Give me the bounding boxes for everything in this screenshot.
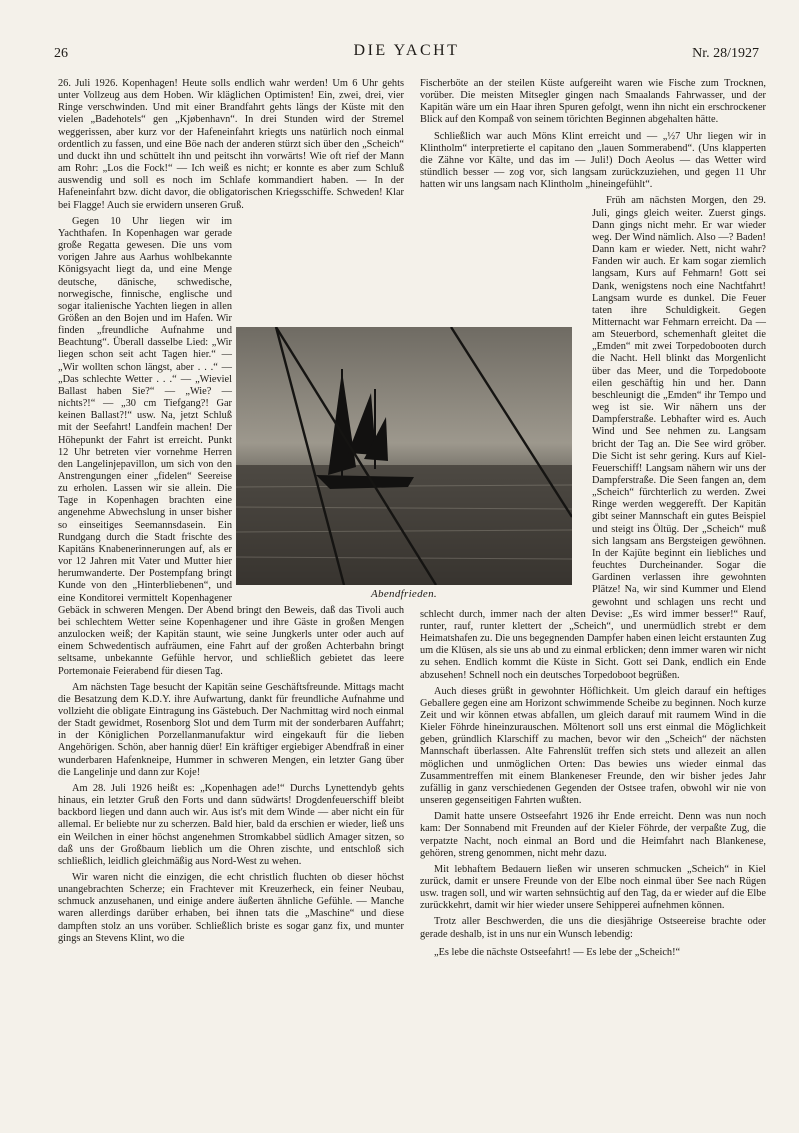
page-header [54,40,759,62]
issue-number: Nr. 28/1927 [692,46,759,61]
closing-quote: „Es lebe die nächste Ostseefahrt! — Es lebe der „Scheich!“ [434,946,681,958]
paragraph: Fischerböte an der steilen Küste aufgereiht waren wie Fische zum Trocknen, vorüber. Die meisten Mitsegler gingen nach Smaalands Fahrwasser, und der Kapitän wäre um ein Haar ihren Spuren gefolgt, wenn ihn nicht ein erschrockener Blick auf den Kompaß von seinem törichten Beginnen abgehalten hätte. [420,78,766,126]
paragraph: Am nächsten Tage besucht der Kapitän seine Geschäftsfreunde. Mittags macht die Besatzung dem K.D.Y. ihre Aufwartung, dankt für freundliche Aufnahme und vollzieht die obligate Eintragung ins Gästebuch. Der Nachmittag wird noch einmal der Stadt gewidmet, Rosenborg Slot und dem Turm mit der sonderbaren Auffahrt; in der Königlichen Porzellanmanufaktur wird eingekauft für die lieben Angehörigen. Schön, aber hannig düer! Ein kräftiger ergiebiger Abendfraß in einer wunderbaren Hafenkneipe, Hummer in schweren Mengen, ein letzter Gang über die Langelinje und dann zur Koje! [58,681,404,778]
paragraph: Wir waren nicht die einzigen, die echt christlich fluchten ob dieser höchst unangebrachten Scherze; ein Frachtever mit Kreuzerheck, ein feiner Neubau, schmuck anzusehanen, und einige andere äußerten ähnliche Gefühle. — Manche waren allerdings darüber erhaben, bei ihnen tats die „Maschine“ und diese dampften stolz an uns vorüber. Schließlich briste es sogar ganz fix, und munter gings an Stevens Klint, wo die [58,872,404,944]
paragraph: Trotz aller Beschwerden, die uns die diesjährige Ostseereise brachte oder gerade deshalb, ist in uns nur ein Wunsch lebendig: [420,916,766,940]
sailboat-photo [236,327,572,585]
paragraph: Am 28. Juli 1926 heißt es: „Kopenhagen ade!“ Durchs Lynettendyb gehts hinaus, ein letzter Gruß den Forts und dann südwärts! Drogdenfeuerschiff bleibt backbord liegen und dann auch wir. Aus ist's mit dem Winde — aber nicht ein für allemal. Er beliebte nur zu scherzen. Bald hier, bald da erschien er wieder, ließ uns ein Weilchen in einer höchst angenehmen Stromkabbel südlich Amager sitzen, so daß uns der Großbaum lieblich um die Ohren zischte, und entschloß sich schließlich, leidlich gleichmäßig aus Nord-West zu wehen. [58,782,404,867]
paragraph: Schließlich war auch Möns Klint erreicht und — „½7 Uhr liegen wir in Klintholm“ interpretierte el capitano den „lauen Sommerabend“. (Uns klapperten die Zähne vor Kälte, und das im — Juli!) Doch Aeolus — das Wetter wird stündlich besser — zog vor, sich langsam zurückzuziehen, und gegen 11 Uhr hatten wir uns langsam nach Klintholm „hineingefühlt“. [420,130,766,191]
paragraph: Mit lebhaftem Bedauern ließen wir unseren schmucken „Scheich“ in Kiel zurück, damit er unsere Freunde von der Elbe noch einmal über See nach Rügen usw. tragen soll, und wir warten sehnsüchtig auf den Tag, da er wieder auf die Elbe zurückkehrt, damit wir hier wieder unsere Sehipperei aufnehmen können. [420,863,766,912]
paragraph: Gegen 10 Uhr liegen wir im Yachthafen. In Kopenhagen war gerade große Regatta gewesen. Die uns vom vorigen Jahre aus Aarhus wohlbekannte Königsyacht liegt da, und eine Menge deutsche, dänische, schwedische, norwegische, finnische, englische und sogar italienische Yachten liegen in allen Größen an den Bojen und im Hafen. Wir finden „freundliche Aufnahme und Beachtung“. Überall dasselbe Lied: „Wir liegen schon seit acht Tagen hier.“ — „Wir wollten schon längst, aber . . .“ — „Das schlechte Wetter . . .“ — „Wieviel Ballast haben Sie?“ — „Wie? — nichts?!“ — „30 cm Tiefgang?! Gar keinen Ballast?!“ usw. Na, jetzt Schluß mit der Seefahrt! Landfein machen! Der Höhepunkt der Fahrt ist erreicht. Punkt 12 Uhr betreten vier vornehme Herren den Langelinjepavillon, um sich von den Anstrengungen einer „fidelen“ Seereise zu erholen. Lassen wir sie allein. Die Tage in Kopenhagen brachten eine angenehme Abwechslung in unser bisher so einseitiges Seemannsdasein. Ein Rundgang durch die Stadt frischte des Kapitäns Knabenerinnerungen auf, als er vor 12 Jahren mit Vater und Mutter hier herumwanderte. Der Postempfang bringt Kunde von den „Hinterbliebenen“, und eine Konditorei vermittelt Kopenhagener Gebäck in schweren Mengen. Der Abend bringt den Beweis, daß das Tivoli auch bei schlechtem Wetter seine Kopenhagener und ihre Gäste in großen Mengen anzulocken weiß; der Kapitän staunt, wie seine Jungkerls unter oder auch auf einem Schwedentisch aufräumen, eine Fahrt auf der großen Achterbahn bringt seltsame, unbekannte Gefühle hervor, und schließlich gebietet das leere Portemonaie Feierabend für diesen Tag. [58,215,404,677]
paragraph: Früh am nächsten Morgen, den 29. Juli, gings gleich weiter. Zuerst gings. Dann gings nicht mehr. Er war wieder weg. Der Wind nämlich. Also —? Baden! Dann kam er wieder. Nett, nicht wahr? Fanden wir auch. Er kam sogar ziemlich langsam, Kurs auf Fehmarn! Gott sei Dank, wenigstens noch eine Nachtfahrt! Langsam wurde es dunkel. Die Feuer taten ihre Schuldigkeit. Gegen Mitternacht war Fehmarn erreicht. Da — am Steuerbord, schemenhaft gleitet die „Emden“ mit zwei Torpedobooten durch die Nacht. Hell blinkt das Morgenlicht über das Meer, und die Torpedoboote eilen geschäftig hin und her. Dann beschleunigt die „Emden“ ihr Tempo und weg ist sie. Wir nähern uns der Dampferstraße. Lebhafter wird es. Auch Wind und See nehmen zu. Langsam bricht der Tag an. Die See wird gröber. Die Sicht ist sehr gering. Kurs auf Kiel-Feuerschiff! Langsam nähern wir uns der Dampferstraße. Die Seen fangen an, dem „Scheich“ fürchterlich zu werden. Zwei Ringe werden weggerefft. Der Kapitän gibt seiner Mannschaft ein gutes Beispiel und steigt ins Öltüg. Der „Scheich“ muß sich langsam ans Bergsteigen gewöhnen. In der Kajüte beginnt ein liebliches und feuchtes Durcheinander. Sogar die Gardinen verlassen ihre gewohnten Plätze! Na, wir sind Kummer und Elend gewohnt und schlagen uns recht und schlecht durch, immer nach der alten Devise: „Es wird immer besser!“ Rauf, runter, rauf, runter klettert der „Scheich“, und unermüdlich strebt er dem Heimatshafen zu. Die uns begegnenden Dampfer haben einen leicht erstaunten Zug um die Klüsen, als sie uns ab und zu einmal erblicken; denn immer waren wir nicht zu sehen. Endlich kommt die Küste in Sicht. Gott sei Dank, endlich ein Ende abzusehen! Schnell noch ein deutsches Torpedoboot begrüßen. [420,195,766,681]
page-number: 26 [54,46,68,61]
journal-title: DIE YACHT [353,42,460,59]
figure-caption: Abendfrieden. [371,588,437,600]
photo-illustration [236,327,572,585]
paragraph: Auch dieses grüßt in gewohnter Höflichkeit. Um gleich darauf ein heftiges Geballere gegen eine am Horizont schwimmende Scheibe zu beginnen. Noch kurze Zeit und wir können etwas abfallen, um gleich darauf mit raumem Wind in die Kieler Föhrde hineinzurauschen. Möltenort soll uns erst einmal die Möglichkeit geben, gründlich Klarschiff zu machen, bevor wir den „Scheich“ der nächsten Mannschaft überlassen. Alte Fahrenslüt treffen sich stets und allezeit an allen möglichen und unmöglichen Orten: Das bewies uns wieder einmal das Zusammentreffen mit einem Blankeneser Freunde, den wir bisher jedes Jahr zufällig in ganz verschiedenen Gegenden der Ostsee trafen, obwohl wir nie von unseren gegenseitigen Fahrten wußten. [420,685,766,807]
paragraph: Damit hatte unsere Ostseefahrt 1926 ihr Ende erreicht. Denn was nun noch kam: Der Sonnabend mit Freunden auf der Kieler Föhrde, der verpaßte Zug, die verpatzte Nacht, noch einmal an Bord und die Heimfahrt nach Blankenese, gehören, streng genommen, nicht mehr dazu. [420,811,766,859]
paragraph: 26. Juli 1926. Kopenhagen! Heute solls endlich wahr werden! Um 6 Uhr gehts unter Vollzeug aus dem Hoben. Wir kläglichen Optimisten! Ein, zwei, drei, vier Ringe verschwinden. Und mit einer Brandfahrt gehts längs der Küste mit den vielen „Badehotels“ gen „Kjøbenhavn“. In drei Stunden wird der Stremel weggerissen, aber kurz vor der Hafeneinfahrt kriegts uns natürlich noch einmal ordentlich zu fassen, und eine Böe nach der anderen stürzt sich über den „Scheich“ und duckt ihn und schüttelt ihn und peitscht ihn vorwärts! Wie oft rief der Mann am Rohr: „Los die Fock!“ — Ich weiß es nicht; er konnte es aber zum Schluß auswendig und soll es noch im Schlafe kommandiert haben. — In der Hafeneinfahrt bzw. dicht davor, die obligatorischen Kriegsschiffe. Schweden! Klar bei Flagge! Auch sie erwidern unseren Gruß. [58,78,404,211]
